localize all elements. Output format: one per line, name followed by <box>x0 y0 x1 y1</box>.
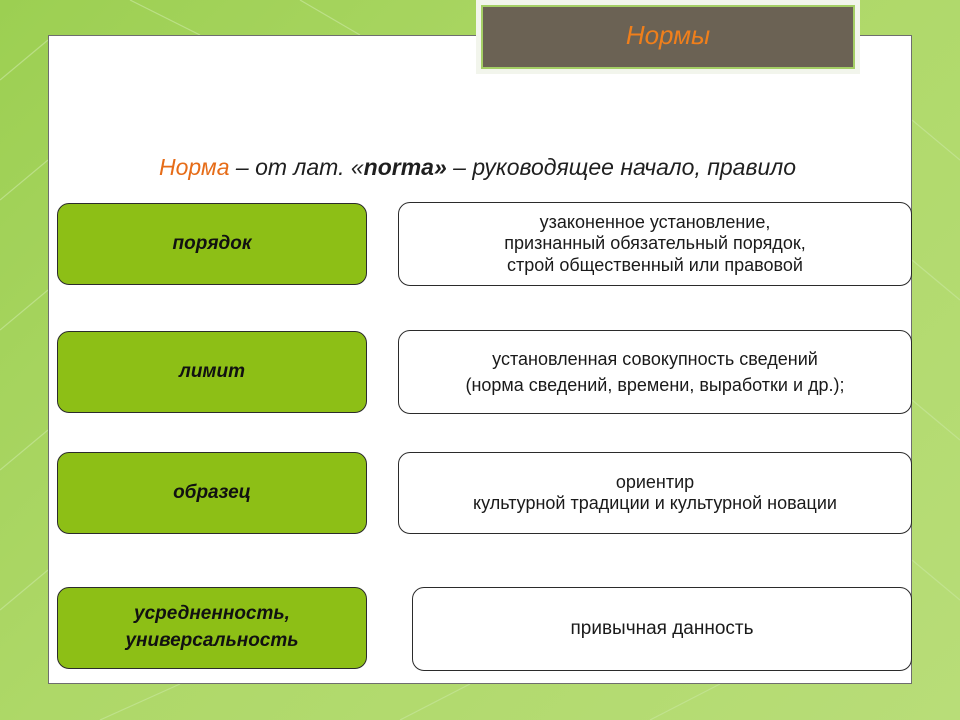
desc-line: культурной традиции и культурной новации <box>473 493 837 513</box>
title-box <box>481 5 855 69</box>
desc-line: узаконенное установление, <box>539 212 771 233</box>
slide-title: Нормы <box>625 19 711 50</box>
term-box-limit <box>57 331 367 413</box>
term-label: усредненность, <box>134 603 290 625</box>
definition-line <box>159 154 949 181</box>
desc-box-averageness <box>412 587 912 671</box>
definition-term: Норма <box>159 154 230 180</box>
desc-box-order <box>398 202 912 286</box>
term-label: порядок <box>172 232 252 254</box>
title-frame <box>476 0 860 74</box>
desc-box-limit <box>398 330 912 414</box>
desc-line: привычная данность <box>570 617 754 639</box>
desc-line: строй общественный или правовой <box>507 254 803 275</box>
definition-mid: – от лат. « <box>229 154 364 180</box>
desc-box-sample <box>398 452 912 534</box>
definition-tail: – руководящее начало, правило <box>446 154 797 180</box>
term-label: лимит <box>179 360 245 382</box>
slide-panel <box>48 35 912 684</box>
term-box-order <box>57 203 367 285</box>
definition-latin-word: norma» <box>363 154 447 180</box>
desc-line: установленная совокупность сведений <box>492 348 818 369</box>
desc-line: признанный обязательный порядок, <box>504 233 806 254</box>
desc-line: ориентир <box>615 471 695 492</box>
term-label: образец <box>173 481 251 503</box>
term-box-sample <box>57 452 367 534</box>
desc-line: (норма сведений, времени, выработки и др.); <box>465 375 845 395</box>
term-label: универсальность <box>125 630 299 651</box>
term-box-averageness <box>57 587 367 669</box>
